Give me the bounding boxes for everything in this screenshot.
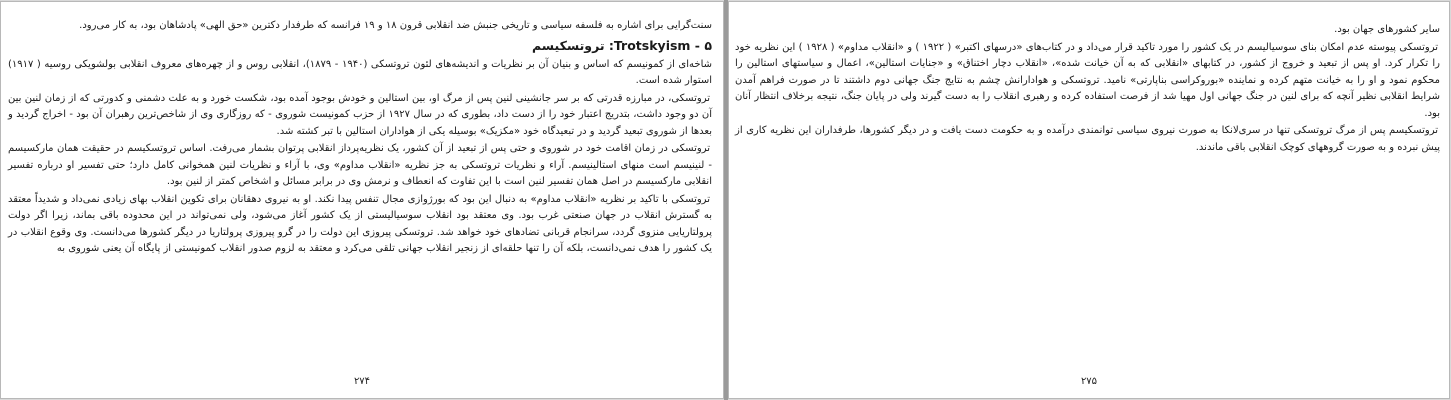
page-275-body bbox=[735, 22, 1440, 156]
paragraph-power-struggle: تروتسکی، در مبارزه قدرتی که بر سر جانشینی لنین پس از مرگ او، بین استالین و خودش بوجود آمده بود، شکست خورد و به علت دشمنی و کدورتی که از زمان لنین بین آن دو وجود داشت، بتدریج اعتبار خود را از دست داد، بطوری که در سال ۱۹۲۷ از حزب کمونیست شوروی - که روزگاری وی از شاخص‌ترین رهبران آن بود - اخراج گردید و بعدها از شوروی تبعید گردید و در تبعیدگاه خود «مکزیک» بوسیله یکی از هواداران استالین با تبر کشته شد. bbox=[8, 92, 712, 137]
paragraph-theorist: تروتسکی در زمان اقامت خود در شوروی و حتی پس از تبعید از آن کشور، یک نظریه‌پرداز انقلابی پرتوان بشمار می‌رفت. اساس تروتسکیسم در حقیقت همان مارکسیسم - لنینیسم است منهای استالینیسم. آراء و نظریات تروتسکی به جز نظریه «انقلاب مداوم» وی، با آراء و نظریات لنین همخوانی کامل دارد؛ حتی تفسیر او درباره تفسیر انقلابی مارکسیسم در اصل همان تفسیر لنین است با این تفاوت که انعطاف و نرمش وی در برابر مسائل و اشخاص کمتر از لنین بود. bbox=[8, 143, 712, 187]
paragraph-continuation: سایر کشورهای جهان بود. bbox=[1334, 24, 1440, 35]
intro-paragraph: سنت‌گرایی برای اشاره به فلسفه سیاسی و تاریخی جنبش ضد انقلابی قرون ۱۸ و ۱۹ فرانسه که طرفدار دکترین «حق الهی» پادشاهان بود، به کار می‌رود. bbox=[79, 20, 712, 31]
paragraph-definition: شاخه‌ای از کمونیسم که اساس و بنیان آن بر نظریات و اندیشه‌های لئون تروتسکی (۱۹۴۰ - ۱۸۷۹)، انقلابی روس و از چهره‌های معروف انقلابی بولشویکی روسیه ( ۱۹۱۷) استوار شده است. bbox=[8, 58, 712, 86]
page-274 bbox=[0, 1, 724, 399]
page-number-right: ۲۷۵ bbox=[1080, 376, 1098, 387]
paragraph-permanent-revolution: تروتسکی با تاکید بر نظریه «انقلاب مداوم» به دنبال این بود که بورژوازی مجال تنفس پیدا نکند. او به نیروی دهقانان برای تکوین انقلاب بهای زیادی نمی‌داد و شدیداً معتقد به گسترش انقلاب در جهان صنعتی غرب بود. وی معتقد بود انقلاب سوسیالیستی از یک کشور آغاز می‌شود، ولی نمی‌تواند در این محدوده باقی بماند، زیرا اگر دولت پرولتاریایی منزوی گردد، سرانجام قربانی تضادهای خود خواهد شد. تروتسکی پیروزی این دولت را در گرو پیروزی پرولتاریا در دیگر کشورها می‌دانست. وی وقوع انقلاب در یک کشور را هدف نمی‌دانست، بلکه آن را تنها حلقه‌ای از زنجیر انقلاب جهانی تلقی می‌کرد و معتقد به لزوم صدور انقلاب کمونیستی از پایگاه آن یعنی شوروی به bbox=[8, 193, 712, 254]
paragraph-works: تروتسکی پیوسته عدم امکان بنای سوسیالیسم در یک کشور را مورد تاکید قرار می‌داد و در کتاب‌های «درسهای اکتبر» ( ۱۹۲۲ ) و «انقلاب مداوم» ( ۱۹۲۸ ) این نظریه خود را تکرار کرد. او پس از تبعید و خروج از کشور، در کتابهای «انقلابی که به آن خیانت شده»، «انقلاب دچار اختناق» و «جنایات استالین»، اعمال و سیاستهای استالین را محکوم نمود و او را به خیانت متهم کرده و نماینده «بوروکراسی بناپارتی» نامید. تروتسکی و هوادارانش چشم به نتایج جنگ جهانی دوم داشتند تا در صورت فراهم آمدن شرایط انقلابی نظیر آنچه که برای لنین در جنگ جهانی اول مهیا شد از فرصت استفاده کرده و رهبری انقلاب را به دست گیرند ولی در پایان جنگ، نتیجه برخلاف انتظار آنان بود. bbox=[735, 41, 1440, 119]
section-heading-trotskyism: ۵ - Trotskyism: تروتسکیسم bbox=[532, 37, 712, 53]
page-number-left: ۲۷۴ bbox=[353, 376, 371, 387]
paragraph-after-death: تروتسکیسم پس از مرگ تروتسکی تنها در سری‌لانکا به صورت نیروی سیاسی توانمندی درآمده و به حکومت دست یافت و در دیگر کشورها، طرفداران این نظریه کاری از پیش نبرده و به صورت گروههای کوچک انقلابی باقی ماندند. bbox=[735, 125, 1440, 153]
page-274-body bbox=[8, 18, 712, 258]
page-275 bbox=[728, 1, 1450, 399]
